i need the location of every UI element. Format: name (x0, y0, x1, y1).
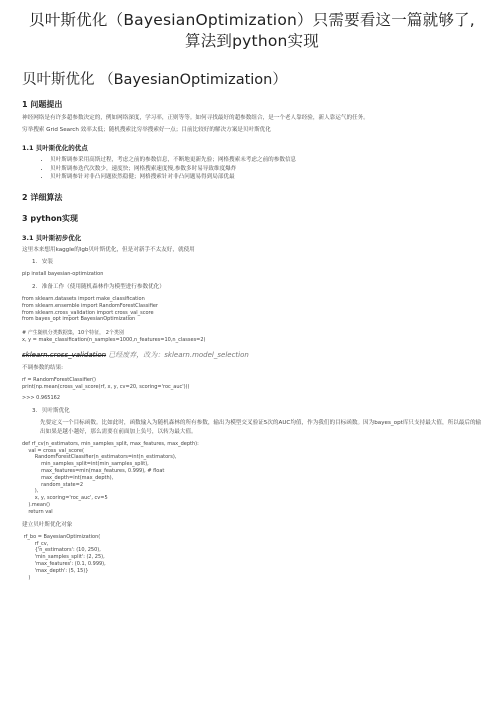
code-block-output: >>> 0.965162 (22, 395, 61, 402)
build-optimizer-label: 建立贝叶斯优化对象 (22, 521, 73, 528)
deprecation-text: 已经废弃，改为：sklearn.model_selection (106, 350, 249, 359)
step-number: 3. (32, 408, 38, 415)
section-1-1-title: 1.1 贝叶斯优化的优点 (22, 144, 88, 153)
document-page (0, 10, 504, 723)
step-label: 贝叶斯优化 (41, 408, 70, 415)
list-item: • 贝叶斯调参采用高斯过程，考虑之前的参数信息，不断地更新先验；网格搜索未考虑之前的参数信息 (50, 156, 482, 164)
step-number: 2. (32, 283, 38, 290)
section-3-1-title: 3.1 贝叶斯初步优化 (22, 233, 82, 242)
step-label: 安装 (41, 258, 53, 265)
step-3 (22, 407, 482, 415)
step-number: 1. (32, 258, 38, 265)
code-block-objective: def rf_cv(n_estimators, min_samples_split, max_features, max_depth): val = cross_val_score( RandomForestClassifier(n_estimators=int(n_estimators), min_samples_split=int(min_samples_split), max_features=min(max_features, 0.999), # float max_depth=int(max_depth), random_state=2 ), x, y, scoring='roc_auc', cv=5 ).mean() return val (22, 440, 199, 515)
heading-1: 贝叶斯优化 （BayesianOptimization） (22, 72, 287, 88)
code-block-baseline: rf = RandomForestClassifier() print(np.mean(cross_val_score(rf, x, y, cv=20, scoring='roc_auc'))) (22, 376, 190, 390)
list-item: • 贝叶斯调参针对非凸问题依然稳健；网格搜索针对非凸问题易得到局部优最 (50, 173, 482, 181)
section-3-title: 3 python实现 (22, 213, 79, 223)
deprecation-note (22, 350, 482, 360)
code-block-install: pip install bayesian-optimization (22, 271, 104, 278)
step-1 (22, 258, 482, 266)
step-2 (22, 283, 482, 291)
section-2-title: 2 详细算法 (22, 192, 63, 202)
list-item: • 贝叶斯调参迭代次数少，速度快；网格搜索速度慢,参数多时易导致维度爆炸 (50, 165, 482, 173)
step-3-description: 先要定义一个目标函数。比如此时，函数输入为随机森林的所有参数，输出为模型交叉验证5次的AUC均值，作为我们的目标函数。因为bayes_opt库只支持最大值，所以最后的输出如果是越小越好，那么需要在前面加上负号，以转为最大值。 (40, 420, 482, 435)
code-block-imports: from sklearn.datasets import make_classification from sklearn.ensemble import RandomForestClassifier from sklearn.cross_validation import cross_val_score from bayes_opt import BayesianOptimization # 产生随机分类数据集，10个特征， 2个类别 x, y = make_classification(n_samples=1000,n_features=10,n_classes=2) (22, 296, 206, 343)
code-block-optimizer: rf_bo = BayesianOptimization( rf_cv, {'n_estimators': (10, 250), 'min_samples_split': (2, 25), 'max_features': (0.1, 0.999), 'max_depth': (5, 15)} ) (23, 533, 106, 581)
deprecated-module: sklearn.cross_validation (22, 350, 107, 359)
advantages-list (22, 156, 482, 181)
section-3-1-intro: 这里本来想用kaggle的lgb贝叶斯优化，但是对新手不太友好，就使用 (22, 246, 195, 253)
step-label: 准备工作（使用随机森林作为模型进行参数优化） (41, 283, 165, 290)
section-1-paragraph-1: 神经网络是有许多超参数决定的，例如网络深度，学习率，正则等等。如何寻找最好的超参数组合，是一个老人靠经验，新人靠运气的任务。 (22, 115, 369, 121)
no-tuning-result-label: 不调参数的结果: (22, 364, 64, 371)
section-1-paragraph-2: 穷举搜索 Grid Search 效率太低；随机搜索比穷举搜索好一点；目前比较好的解决方案是贝叶斯优化 (22, 127, 271, 134)
document-title: 贝叶斯优化（BayesianOptimization）只需要看这一篇就够了,算法到python实现 (29, 11, 475, 50)
section-1-title: 1 问题提出 (22, 100, 63, 109)
